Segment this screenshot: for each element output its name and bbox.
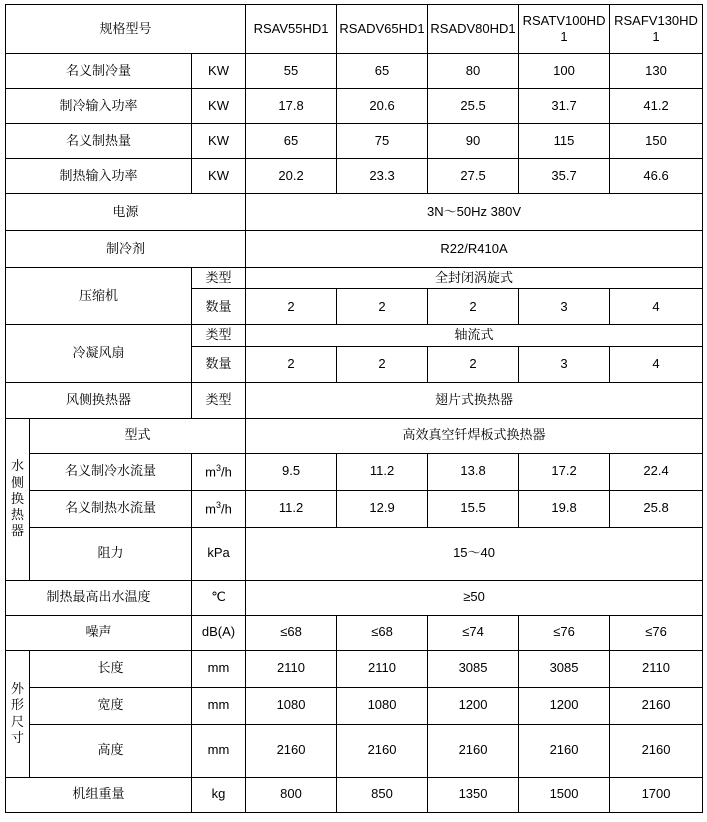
- header-row-label: 规格型号: [6, 5, 246, 54]
- table-row-width: [6, 687, 703, 724]
- cell-unit-weight-2: 850: [337, 777, 428, 812]
- cell-heating-capacity-2: 75: [337, 124, 428, 159]
- group-label-char-5: 器: [10, 523, 24, 539]
- group-label-char-3: 换: [10, 490, 24, 506]
- cell-noise-3: ≤74: [428, 615, 519, 650]
- cell-cooling-water-flow-4: 17.2: [519, 453, 610, 490]
- unit-tail: /h: [221, 501, 232, 517]
- cell-compressor-qty-1: 2: [246, 289, 337, 325]
- row-label-condenser-fan: 冷凝风扇: [6, 325, 192, 382]
- row-sublabel-compressor-type: 类型: [192, 268, 246, 289]
- row-unit-width: mm: [192, 687, 246, 724]
- table-row-cooling-water-flow: [6, 453, 703, 490]
- table-row-refrigerant: [6, 231, 703, 268]
- table-row-cooling-capacity: [6, 54, 703, 89]
- cell-noise-1: ≤68: [246, 615, 337, 650]
- cell-cooling-capacity-5: 130: [610, 54, 703, 89]
- group-label-char-3: 尺: [10, 713, 24, 729]
- row-label-refrigerant: 制冷剂: [6, 231, 246, 268]
- cell-cooling-capacity-2: 65: [337, 54, 428, 89]
- cell-refrigerant-value: R22/R410A: [246, 231, 703, 268]
- model-column-3: RSADV80HD1: [428, 5, 519, 54]
- row-label-heating-input: 制热输入功率: [6, 159, 192, 194]
- cell-noise-2: ≤68: [337, 615, 428, 650]
- specification-table: [5, 4, 703, 813]
- row-unit-height: mm: [192, 724, 246, 777]
- row-sublabel-fan-type: 类型: [192, 325, 246, 346]
- group-label-char-4: 热: [10, 507, 24, 523]
- cell-height-4: 2160: [519, 724, 610, 777]
- model-column-5: RSAFV130HD1: [610, 5, 703, 54]
- cell-cooling-capacity-4: 100: [519, 54, 610, 89]
- row-label-resistance: 阻力: [30, 527, 192, 580]
- row-label-heating-water-flow: 名义制热水流量: [30, 490, 192, 527]
- row-label-cooling-water-flow: 名义制冷水流量: [30, 453, 192, 490]
- cell-height-5: 2160: [610, 724, 703, 777]
- cell-fan-qty-5: 4: [610, 346, 703, 382]
- cell-compressor-qty-2: 2: [337, 289, 428, 325]
- cell-compressor-type-value: 全封闭涡旋式: [246, 268, 703, 289]
- group-label-char-1: 水: [10, 458, 24, 474]
- table-row-power-supply: [6, 194, 703, 231]
- table-row-heating-input: [6, 159, 703, 194]
- cell-length-4: 3085: [519, 650, 610, 687]
- table-row-heating-water-flow: [6, 490, 703, 527]
- row-unit-cooling-water-flow: [192, 453, 246, 490]
- model-column-2: RSADV65HD1: [337, 5, 428, 54]
- row-unit-cooling-input: KW: [192, 89, 246, 124]
- model-column-1: RSAV55HD1: [246, 5, 337, 54]
- unit-main: m: [205, 501, 216, 517]
- table-row-height: [6, 724, 703, 777]
- unit-superscript: 3: [216, 462, 222, 473]
- cell-cooling-input-1: 17.8: [246, 89, 337, 124]
- cell-width-5: 2160: [610, 687, 703, 724]
- cell-noise-5: ≤76: [610, 615, 703, 650]
- cell-resistance-value: 15～40: [246, 527, 703, 580]
- model-column-4: RSATV100HD1: [519, 5, 610, 54]
- cell-heating-water-flow-2: 12.9: [337, 490, 428, 527]
- cell-compressor-qty-3: 2: [428, 289, 519, 325]
- cell-heating-input-3: 27.5: [428, 159, 519, 194]
- cell-heating-water-flow-1: 11.2: [246, 490, 337, 527]
- cell-fan-qty-3: 2: [428, 346, 519, 382]
- cell-heating-capacity-4: 115: [519, 124, 610, 159]
- cell-unit-weight-5: 1700: [610, 777, 703, 812]
- cell-heating-capacity-3: 90: [428, 124, 519, 159]
- table-row-resistance: [6, 527, 703, 580]
- group-label-char-2: 形: [10, 697, 24, 713]
- cell-width-4: 1200: [519, 687, 610, 724]
- cell-unit-weight-3: 1350: [428, 777, 519, 812]
- cell-cooling-input-3: 25.5: [428, 89, 519, 124]
- cell-heating-capacity-1: 65: [246, 124, 337, 159]
- cell-height-3: 2160: [428, 724, 519, 777]
- cell-water-exchanger-form-value: 高效真空钎焊板式换热器: [246, 418, 703, 453]
- row-unit-max-outlet-temp: ℃: [192, 580, 246, 615]
- row-sublabel-air-side-type: 类型: [192, 382, 246, 418]
- cell-fan-type-value: 轴流式: [246, 325, 703, 346]
- cell-fan-qty-2: 2: [337, 346, 428, 382]
- table-row-cooling-input: [6, 89, 703, 124]
- row-label-width: 宽度: [30, 687, 192, 724]
- cell-cooling-water-flow-5: 22.4: [610, 453, 703, 490]
- cell-heating-input-1: 20.2: [246, 159, 337, 194]
- row-unit-resistance: kPa: [192, 527, 246, 580]
- table-row-max-outlet-temp: [6, 580, 703, 615]
- cell-cooling-input-5: 41.2: [610, 89, 703, 124]
- row-label-max-outlet-temp: 制热最高出水温度: [6, 580, 192, 615]
- row-unit-length: mm: [192, 650, 246, 687]
- row-sublabel-fan-qty: 数量: [192, 346, 246, 382]
- cell-cooling-capacity-1: 55: [246, 54, 337, 89]
- row-unit-unit-weight: kg: [192, 777, 246, 812]
- cell-cooling-capacity-3: 80: [428, 54, 519, 89]
- row-label-cooling-capacity: 名义制冷量: [6, 54, 192, 89]
- cell-unit-weight-1: 800: [246, 777, 337, 812]
- cell-width-2: 1080: [337, 687, 428, 724]
- row-unit-heating-input: KW: [192, 159, 246, 194]
- cell-unit-weight-4: 1500: [519, 777, 610, 812]
- table-row-compressor-type: [6, 268, 703, 289]
- row-sublabel-compressor-qty: 数量: [192, 289, 246, 325]
- row-label-unit-weight: 机组重量: [6, 777, 192, 812]
- row-label-water-exchanger-form: 型式: [30, 418, 246, 453]
- cell-cooling-water-flow-2: 11.2: [337, 453, 428, 490]
- cell-length-2: 2110: [337, 650, 428, 687]
- group-label-water-side-exchanger: [6, 418, 30, 580]
- unit-superscript: 3: [216, 499, 222, 510]
- cell-cooling-water-flow-1: 9.5: [246, 453, 337, 490]
- row-unit-noise: dB(A): [192, 615, 246, 650]
- row-label-heating-capacity: 名义制热量: [6, 124, 192, 159]
- row-label-compressor: 压缩机: [6, 268, 192, 325]
- table-row-length: [6, 650, 703, 687]
- cell-height-2: 2160: [337, 724, 428, 777]
- row-label-noise: 噪声: [6, 615, 192, 650]
- table-row-header: [6, 5, 703, 54]
- cell-air-side-type-value: 翅片式换热器: [246, 382, 703, 418]
- cell-compressor-qty-5: 4: [610, 289, 703, 325]
- table-row-noise: [6, 615, 703, 650]
- cell-length-5: 2110: [610, 650, 703, 687]
- row-label-cooling-input: 制冷输入功率: [6, 89, 192, 124]
- cell-heating-capacity-5: 150: [610, 124, 703, 159]
- row-label-length: 长度: [30, 650, 192, 687]
- cell-cooling-water-flow-3: 13.8: [428, 453, 519, 490]
- cell-length-3: 3085: [428, 650, 519, 687]
- cell-heating-input-5: 46.6: [610, 159, 703, 194]
- cell-power-supply-value: 3N～50Hz 380V: [246, 194, 703, 231]
- row-unit-heating-capacity: KW: [192, 124, 246, 159]
- cell-noise-4: ≤76: [519, 615, 610, 650]
- table-row-heating-capacity: [6, 124, 703, 159]
- unit-main: m: [205, 464, 216, 480]
- group-label-char-1: 外: [10, 681, 24, 696]
- row-unit-cooling-capacity: KW: [192, 54, 246, 89]
- row-label-height: 高度: [30, 724, 192, 777]
- cell-fan-qty-1: 2: [246, 346, 337, 382]
- row-label-air-side-exchanger: 风侧换热器: [6, 382, 192, 418]
- group-label-char-4: 寸: [10, 729, 24, 745]
- table-row-unit-weight: [6, 777, 703, 812]
- cell-width-3: 1200: [428, 687, 519, 724]
- cell-cooling-input-2: 20.6: [337, 89, 428, 124]
- cell-heating-water-flow-4: 19.8: [519, 490, 610, 527]
- cell-fan-qty-4: 3: [519, 346, 610, 382]
- cell-max-outlet-temp-value: ≥50: [246, 580, 703, 615]
- row-label-power-supply: 电源: [6, 194, 246, 231]
- cell-heating-water-flow-3: 15.5: [428, 490, 519, 527]
- table-row-water-exchanger-form: [6, 418, 703, 453]
- cell-length-1: 2110: [246, 650, 337, 687]
- cell-compressor-qty-4: 3: [519, 289, 610, 325]
- cell-heating-input-4: 35.7: [519, 159, 610, 194]
- group-label-dimensions: [6, 650, 30, 777]
- row-unit-heating-water-flow: [192, 490, 246, 527]
- table-row-fan-type: [6, 325, 703, 346]
- group-label-char-2: 侧: [10, 474, 24, 490]
- cell-cooling-input-4: 31.7: [519, 89, 610, 124]
- table-row-air-side-exchanger: [6, 382, 703, 418]
- cell-width-1: 1080: [246, 687, 337, 724]
- cell-heating-water-flow-5: 25.8: [610, 490, 703, 527]
- unit-tail: /h: [221, 464, 232, 480]
- cell-heating-input-2: 23.3: [337, 159, 428, 194]
- cell-height-1: 2160: [246, 724, 337, 777]
